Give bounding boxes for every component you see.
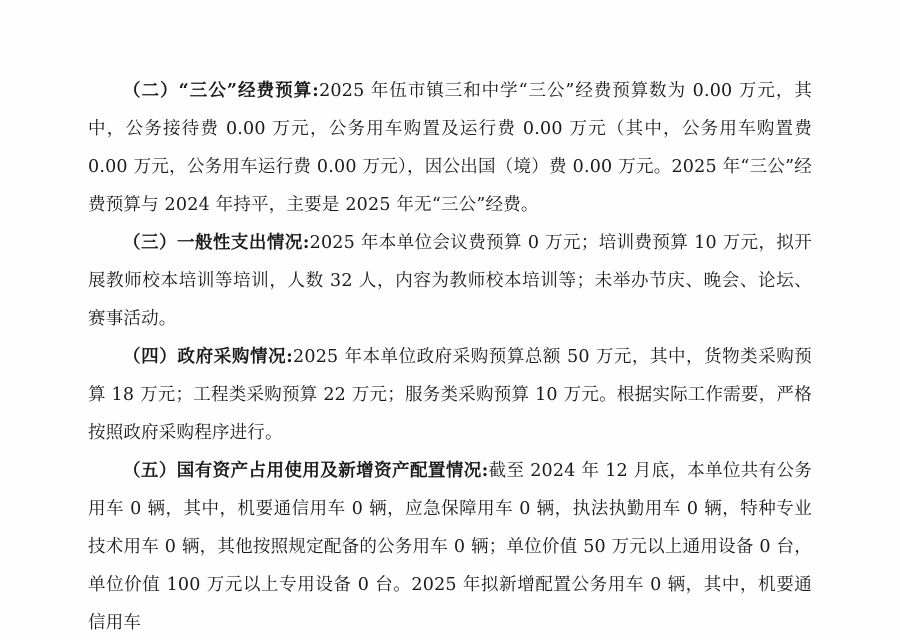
- paragraph-lead-label: （三）一般性支出情况:: [123, 233, 310, 253]
- paragraph-government-procurement: [88, 338, 812, 452]
- paragraph-general-expenditure: [88, 224, 812, 338]
- paragraph-text: 2025 年伍市镇三和中学“三公”经费预算数为 0.00 万元，其中，公务接待费 0.00 万元，公务用车购置及运行费 0.00 万元（其中，公务用车购置费 0.00 万元，公务用车运行费 0.00 万元），因公出国（境）费 0.00 万元。2025 年“三公”经费预算与 2024 年持平，主要是 2025 年无“三公”经费。: [88, 81, 812, 215]
- document-body: [88, 72, 812, 642]
- paragraph-sangong-budget: [88, 72, 812, 224]
- paragraph-text: 2025 年本单位会议费预算 0 万元；培训费预算 10 万元，拟开展教师校本培训等培训，人数 32 人，内容为教师校本培训等；未举办节庆、晚会、论坛、赛事活动。: [88, 233, 812, 329]
- paragraph-lead-label: （二）“三公”经费预算:: [123, 81, 320, 101]
- paragraph-lead-label: （四）政府采购情况:: [123, 347, 294, 367]
- paragraph-lead-label: （五）国有资产占用使用及新增资产配置情况:: [123, 461, 489, 481]
- paragraph-state-assets: [88, 452, 812, 642]
- paragraph-text: 2025 年本单位政府采购预算总额 50 万元，其中，货物类采购预算 18 万元；工程类采购预算 22 万元；服务类采购预算 10 万元。根据实际工作需要，严格按照政府采购程序进行。: [88, 347, 812, 443]
- paragraph-text: 截至 2024 年 12 月底，本单位共有公务用车 0 辆，其中，机要通信用车 0 辆，应急保障用车 0 辆，执法执勤用车 0 辆，特种专业技术用车 0 辆，其他按照规定配备的公务用车 0 辆；单位价值 50 万元以上通用设备 0 台，单位价值 100 万元以上专用设备 0 台。2025 年拟新增配置公务用车 0 辆，其中，机要通信用车: [88, 461, 813, 633]
